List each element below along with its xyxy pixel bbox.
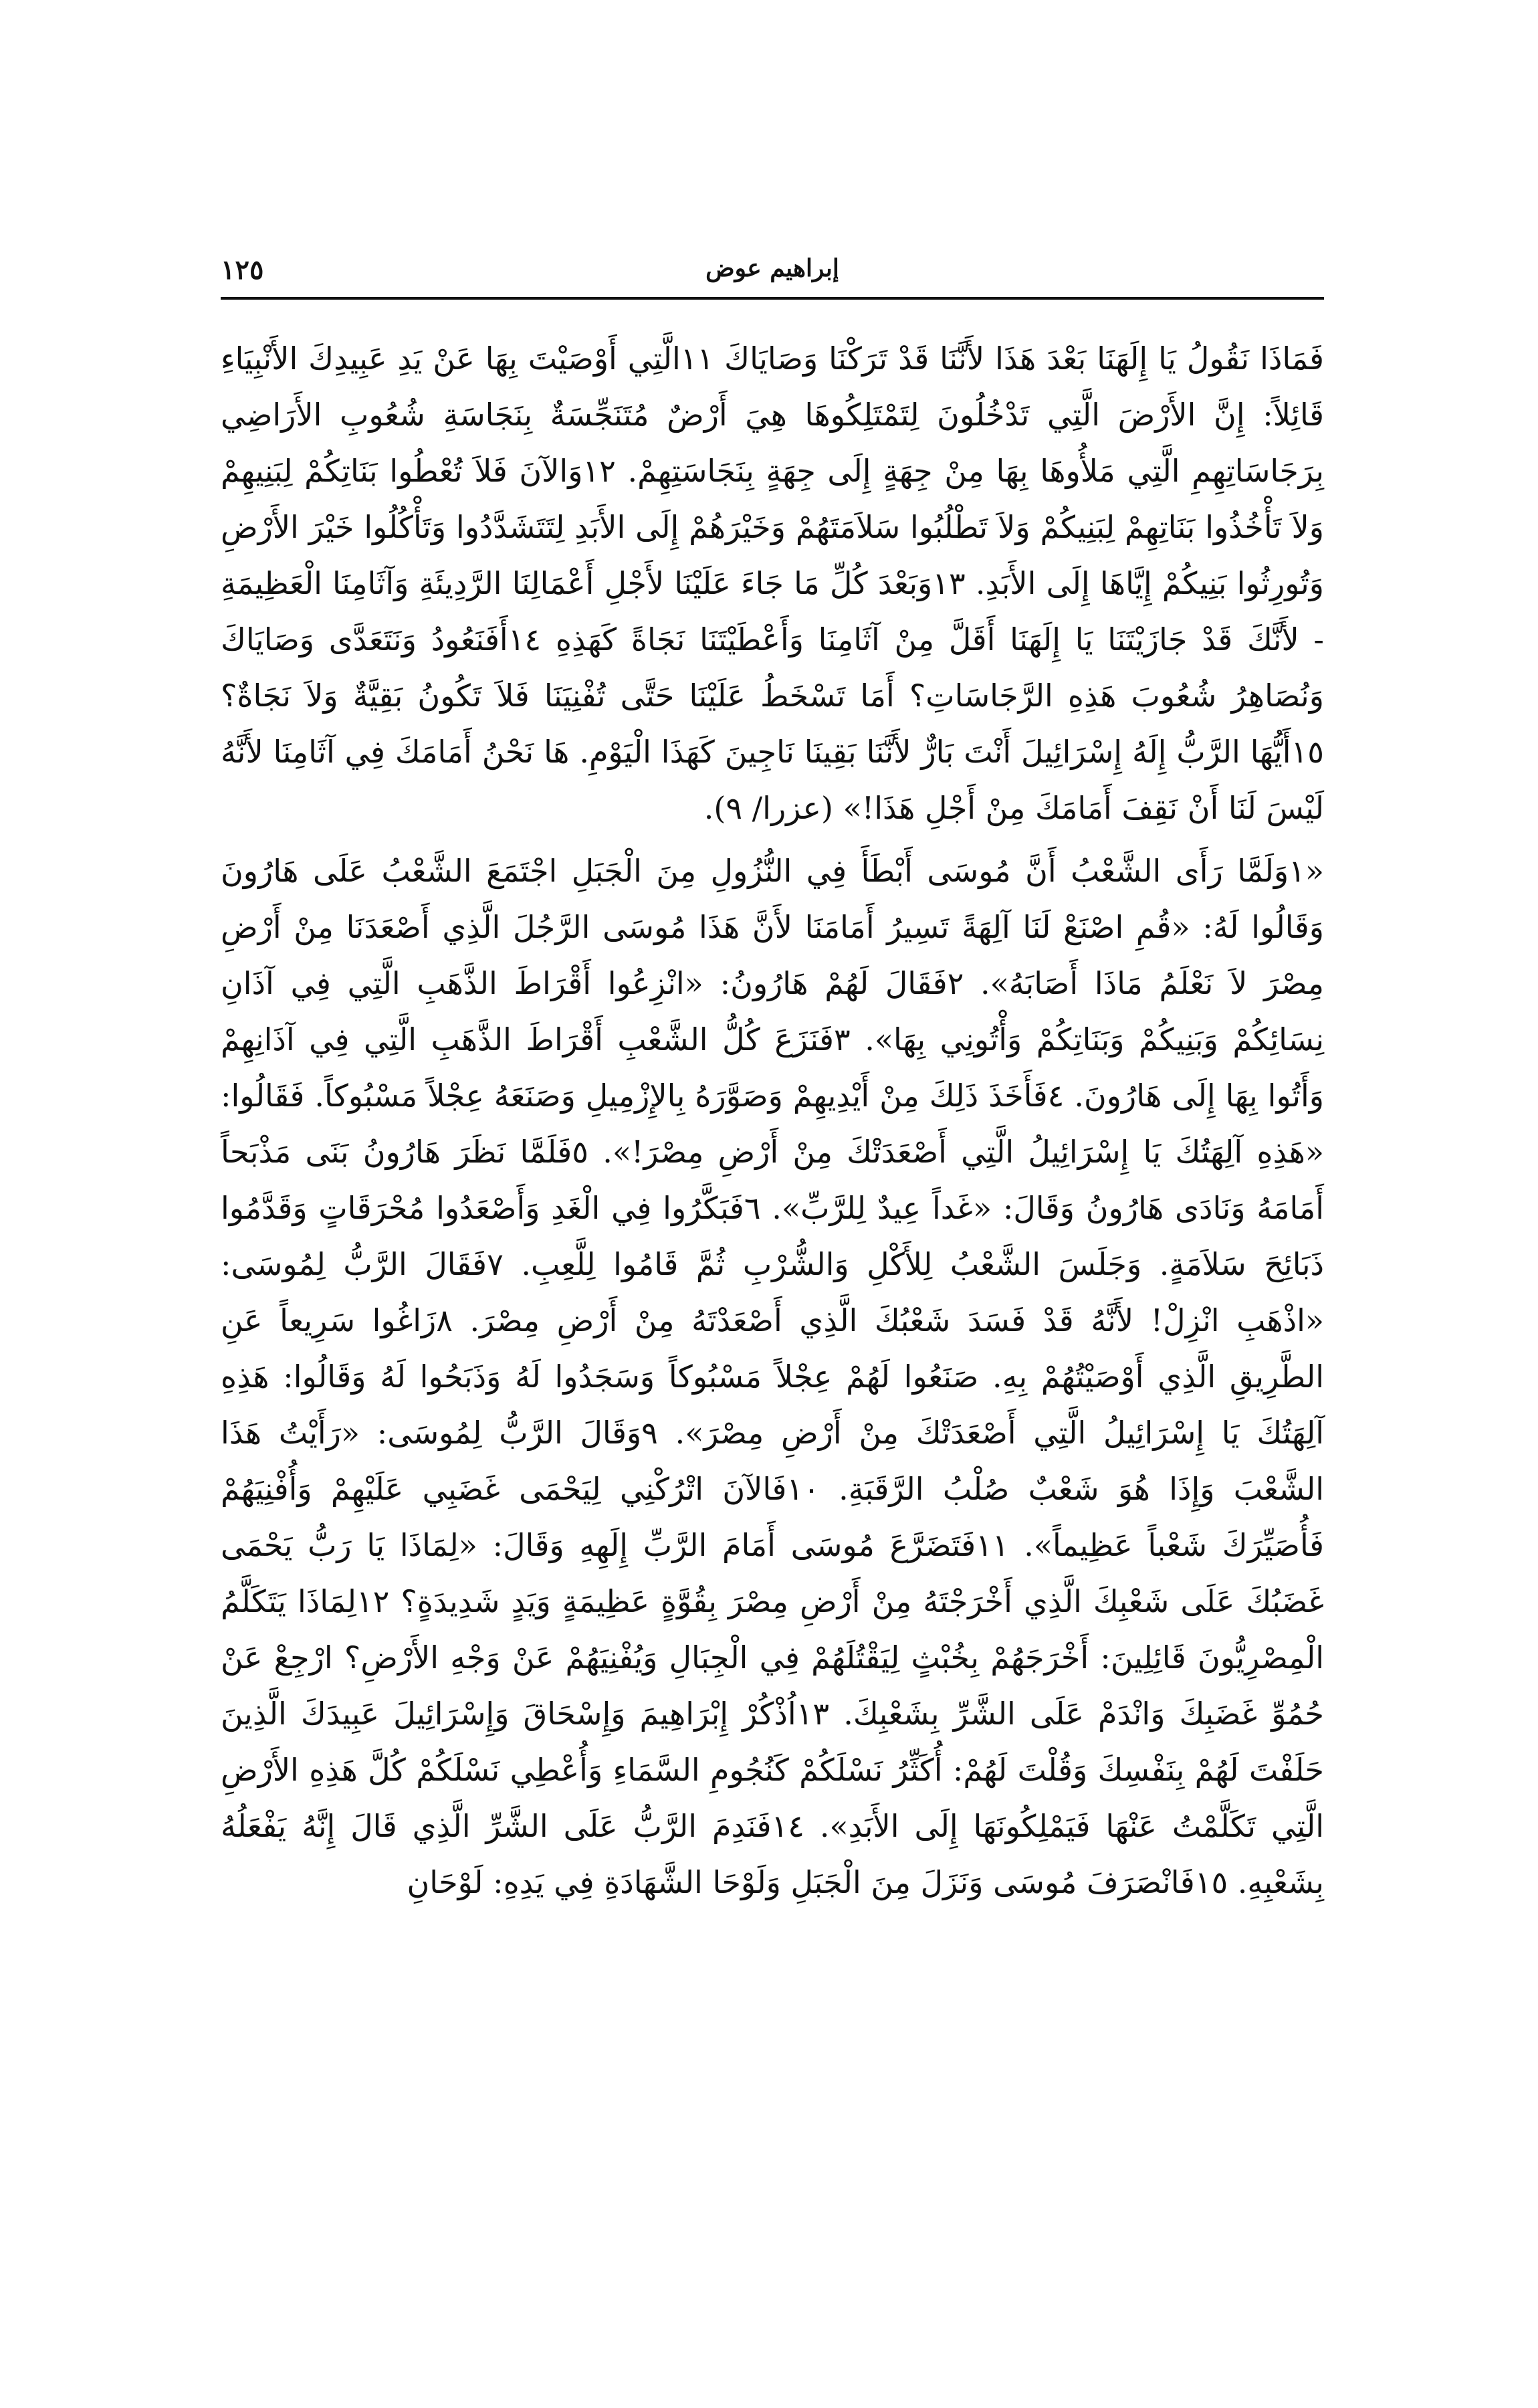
header-rule [221,297,1324,300]
body-text [221,330,1324,1910]
book-page [221,254,1324,1910]
author-name: إبراهيم عوض [705,254,839,282]
running-header [221,254,1324,292]
exodus-quote-text: «١وَلَمَّا رَأَى الشَّعْبُ أَنَّ مُوسَى أَبْطَأَ فِي النُّزُولِ مِنَ الْجَبَلِ اجْتَمَعَ الشَّعْبُ عَلَى هَارُونَ وَقَالُوا لَهُ: «قُمِ اصْنَعْ لَنَا آلِهَةً تَسِيرُ أَمَامَنَا لأَنَّ هَذَا مُوسَى الرَّجُلَ الَّذِي أَصْعَدَنَا مِنْ أَرْضِ مِصْرَ لاَ نَعْلَمُ مَاذَا أَصَابَهُ». ٢فَقَالَ لَهُمْ هَارُونُ: «انْزِعُوا أَقْرَاطَ الذَّهَبِ الَّتِي فِي آذَانِ نِسَائِكُمْ وَبَنِيكُمْ وَبَنَاتِكُمْ وَأْتُونِي بِهَا». ٣فَنَزَعَ كُلُّ الشَّعْبِ أَقْرَاطَ الذَّهَبِ الَّتِي فِي آذَانِهِمْ وَأَتُوا بِهَا إِلَى هَارُونَ. ٤فَأَخَذَ ذَلِكَ مِنْ أَيْدِيهِمْ وَصَوَّرَهُ بِالإِزْمِيلِ وَصَنَعَهُ عِجْلاً مَسْبُوكاً. فَقَالُوا: «هَذِهِ آلِهَتُكَ يَا إِسْرَائِيلُ الَّتِي أَصْعَدَتْكَ مِنْ أَرْضِ مِصْرَ!». ٥فَلَمَّا نَظَرَ هَارُونُ بَنَى مَذْبَحاً أَمَامَهُ وَنَادَى هَارُونُ وَقَالَ: «غَداً عِيدٌ لِلرَّبِّ». ٦فَبَكَّرُوا فِي الْغَدِ وَأَصْعَدُوا مُحْرَقَاتٍ وَقَدَّمُوا ذَبَائِحَ سَلاَمَةٍ. وَجَلَسَ الشَّعْبُ لِلأَكْلِ وَالشُّرْبِ ثُمَّ قَامُوا لِلَّعِبِ. ٧فَقَالَ الرَّبُّ لِمُوسَى: «اذْهَبِ انْزِلْ! لأَنَّهُ قَدْ فَسَدَ شَعْبُكَ الَّذِي أَصْعَدْتَهُ مِنْ أَرْضِ مِصْرَ. ٨زَاغُوا سَرِيعاً عَنِ الطَّرِيقِ الَّذِي أَوْصَيْتُهُمْ بِهِ. صَنَعُوا لَهُمْ عِجْلاً مَسْبُوكاً وَسَجَدُوا لَهُ وَذَبَحُوا لَهُ وَقَالُوا: هَذِهِ آلِهَتُكَ يَا إِسْرَائِيلُ الَّتِي أَصْعَدَتْكَ مِنْ أَرْضِ مِصْرَ». ٩وَقَالَ الرَّبُّ لِمُوسَى: «رَأَيْتُ هَذَا الشَّعْبَ وَإِذَا هُوَ شَعْبٌ صُلْبُ الرَّقَبَةِ. ١٠فَالآنَ اتْرُكْنِي لِيَحْمَى غَضَبِي عَلَيْهِمْ وَأُفْنِيَهُمْ فَأُصَيِّرَكَ شَعْباً عَظِيماً». ١١فَتَضَرَّعَ مُوسَى أَمَامَ الرَّبِّ إِلَهِهِ وَقَالَ: «لِمَاذَا يَا رَبُّ يَحْمَى غَضَبُكَ عَلَى شَعْبِكَ الَّذِي أَخْرَجْتَهُ مِنْ أَرْضِ مِصْرَ بِقُوَّةٍ عَظِيمَةٍ وَيَدٍ شَدِيدَةٍ؟ ١٢لِمَاذَا يَتَكَلَّمُ الْمِصْرِيُّونَ قَائِلِينَ: أَخْرَجَهُمْ بِخُبْثٍ لِيَقْتُلَهُمْ فِي الْجِبَالِ وَيُفْنِيَهُمْ عَنْ وَجْهِ الأَرْضِ؟ ارْجِعْ عَنْ حُمُوِّ غَضَبِكَ وَانْدَمْ عَلَى الشَّرِّ بِشَعْبِكَ. ١٣اُذْكُرْ إِبْرَاهِيمَ وَإِسْحَاقَ وَإِسْرَائِيلَ عَبِيدَكَ الَّذِينَ حَلَفْتَ لَهُمْ بِنَفْسِكَ وَقُلْتَ لَهُمْ: أُكَثِّرُ نَسْلَكُمْ كَنُجُومِ السَّمَاءِ وَأُعْطِي نَسْلَكُمْ كُلَّ هَذِهِ الأَرْضِ الَّتِي تَكَلَّمْتُ عَنْهَا فَيَمْلِكُونَهَا إِلَى الأَبَدِ». ١٤فَنَدِمَ الرَّبُّ عَلَى الشَّرِّ الَّذِي قَالَ إِنَّهُ يَفْعَلُهُ بِشَعْبِهِ. ١٥فَانْصَرَفَ مُوسَى وَنَزَلَ مِنَ الْجَبَلِ وَلَوْحَا الشَّهَادَةِ فِي يَدِهِ: لَوْحَانِ [221,853,1325,1900]
paragraph-exodus-quote [221,843,1324,1910]
page-number: ١٢٥ [221,254,264,286]
paragraph-ezra-quote [221,330,1324,836]
citation: (عزرا/ ٩). [703,790,833,826]
ezra-quote-text: فَمَاذَا نَقُولُ يَا إِلَهَنَا بَعْدَ هَذَا لأَنَّنَا قَدْ تَرَكْنَا وَصَايَاكَ ١١الَّتِي أَوْصَيْتَ بِهَا عَنْ يَدِ عَبِيدِكَ الأَنْبِيَاءِ قَائِلاً: إِنَّ الأَرْضَ الَّتِي تَدْخُلُونَ لِتَمْتَلِكُوهَا هِيَ أَرْضٌ مُتَنَجِّسَةٌ بِنَجَاسَةِ شُعُوبِ الأَرَاضِي بِرَجَاسَاتِهِمِ الَّتِي مَلأُوهَا بِهَا مِنْ جِهَةٍ إِلَى جِهَةٍ بِنَجَاسَتِهِمْ. ١٢وَالآنَ فَلاَ تُعْطُوا بَنَاتِكُمْ لِبَنِيهِمْ وَلاَ تَأْخُذُوا بَنَاتِهِمْ لِبَنِيكُمْ وَلاَ تَطْلُبُوا سَلاَمَتَهُمْ وَخَيْرَهُمْ إِلَى الأَبَدِ لِتَتَشَدَّدُوا وَتَأْكُلُوا خَيْرَ الأَرْضِ وَتُورِثُوا بَنِيكُمْ إِيَّاهَا إِلَى الأَبَدِ. ١٣وَبَعْدَ كُلِّ مَا جَاءَ عَلَيْنَا لأَجْلِ أَعْمَالِنَا الرَّدِيئَةِ وَآثَامِنَا الْعَظِيمَةِ - لأَنَّكَ قَدْ جَازَيْتَنَا يَا إِلَهَنَا أَقَلَّ مِنْ آثَامِنَا وَأَعْطَيْتَنَا نَجَاةً كَهَذِهِ ١٤أَفَنَعُودُ وَنَتَعَدَّى وَصَايَاكَ وَنُصَاهِرُ شُعُوبَ هَذِهِ الرَّجَاسَاتِ؟ أَمَا تَسْخَطُ عَلَيْنَا حَتَّى تُفْنِيَنَا فَلاَ تَكُونُ بَقِيَّةٌ وَلاَ نَجَاةٌ؟ ١٥أَيُّهَا الرَّبُّ إِلَهُ إِسْرَائِيلَ أَنْتَ بَارٌّ لأَنَّنَا بَقِينَا نَاجِينَ كَهَذَا الْيَوْمِ. هَا نَحْنُ أَمَامَكَ فِي آثَامِنَا لأَنَّهُ لَيْسَ لَنَا أَنْ نَقِفَ أَمَامَكَ مِنْ أَجْلِ هَذَا!» [221,340,1325,826]
